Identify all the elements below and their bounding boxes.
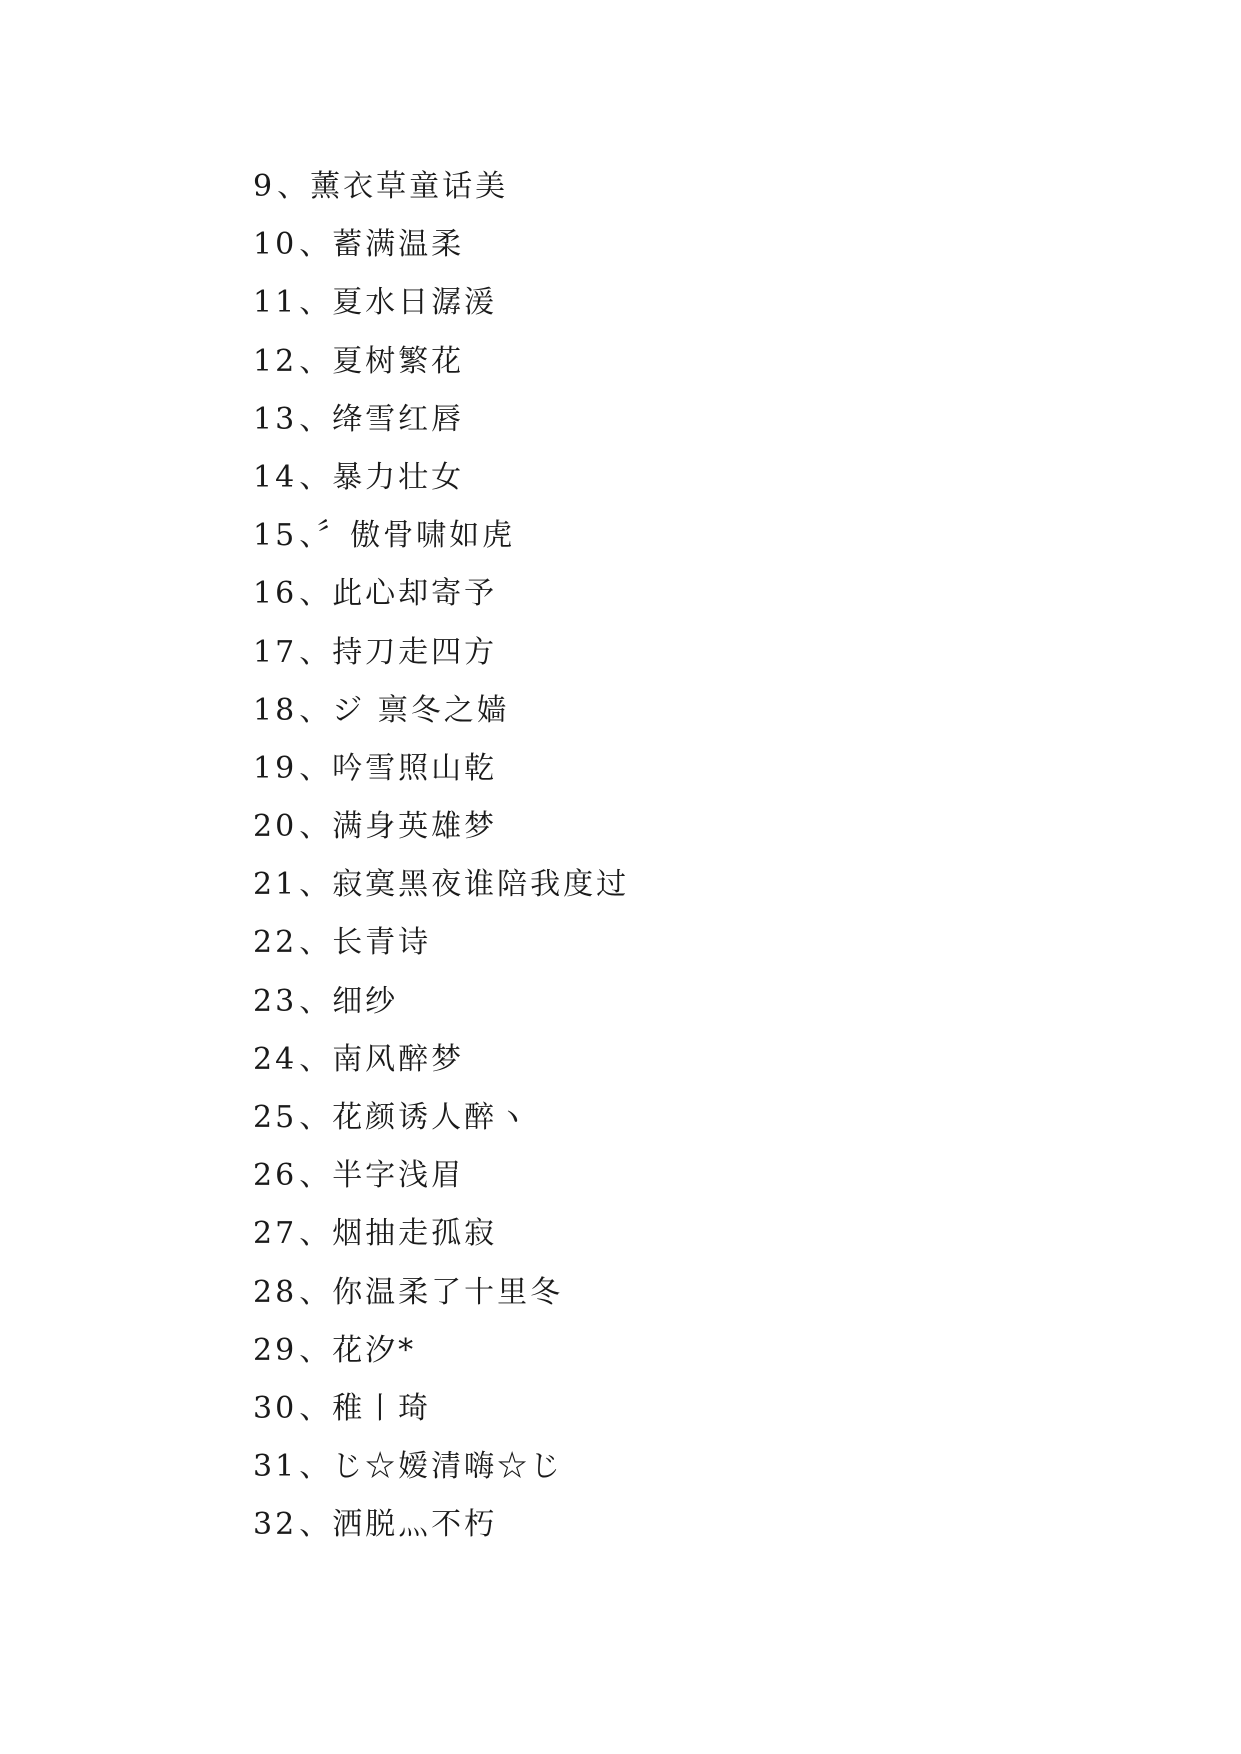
item-number: 11 bbox=[253, 285, 298, 321]
list-item bbox=[253, 391, 629, 449]
item-text: 半字浅眉 bbox=[332, 1158, 465, 1194]
item-separator: 、 bbox=[299, 1041, 333, 1077]
item-text: 绛雪红唇 bbox=[332, 401, 465, 437]
list-item bbox=[253, 1496, 629, 1554]
list-item bbox=[253, 507, 629, 565]
item-separator: 、 bbox=[299, 1449, 333, 1485]
item-text: 南风醉梦 bbox=[332, 1041, 465, 1077]
list-item bbox=[253, 158, 629, 216]
item-number: 13 bbox=[253, 401, 298, 437]
item-separator: 、 bbox=[299, 1507, 333, 1543]
list-item bbox=[253, 1438, 629, 1496]
list-item bbox=[253, 1147, 629, 1205]
item-number: 26 bbox=[253, 1158, 298, 1194]
list-item bbox=[253, 1322, 629, 1380]
item-number: 21 bbox=[253, 867, 298, 903]
item-separator: 、 bbox=[299, 983, 333, 1019]
item-separator: 、 bbox=[299, 1158, 333, 1194]
item-text: 花汐* bbox=[332, 1332, 417, 1368]
item-separator: 、 bbox=[299, 459, 333, 495]
item-separator: 、 bbox=[299, 227, 333, 263]
item-separator: 、 bbox=[299, 750, 333, 786]
item-text: 此心却寄予 bbox=[332, 576, 498, 612]
list-item bbox=[253, 624, 629, 682]
list-item bbox=[253, 449, 629, 507]
list-item bbox=[253, 1205, 629, 1263]
item-separator: 、 bbox=[299, 809, 333, 845]
item-number: 24 bbox=[253, 1041, 298, 1077]
item-number: 18 bbox=[253, 692, 298, 728]
item-text: じ☆嫒清嗨☆じ bbox=[332, 1449, 564, 1485]
list-item bbox=[253, 682, 629, 740]
item-number: 31 bbox=[253, 1449, 298, 1485]
list-item bbox=[253, 565, 629, 623]
item-separator: 、 bbox=[299, 634, 333, 670]
item-text: 洒脱灬不朽 bbox=[332, 1507, 498, 1543]
list-item bbox=[253, 274, 629, 332]
item-separator: 、 bbox=[299, 285, 333, 321]
item-separator: 、 bbox=[299, 925, 333, 961]
item-separator: 、 bbox=[299, 1100, 333, 1135]
item-number: 20 bbox=[253, 809, 298, 845]
item-number: 23 bbox=[253, 983, 298, 1019]
item-text: ジ 禀冬之嫱 bbox=[332, 692, 510, 728]
item-text: 〞傲骨啸如虎 bbox=[317, 518, 516, 554]
list-item bbox=[253, 1380, 629, 1438]
list-item bbox=[253, 1089, 629, 1147]
list-item bbox=[253, 1031, 629, 1089]
item-text: 细纱 bbox=[332, 983, 399, 1019]
item-number: 22 bbox=[253, 925, 298, 961]
item-text: 蓄满温柔 bbox=[332, 227, 465, 263]
item-number: 27 bbox=[253, 1216, 298, 1252]
item-number: 25 bbox=[253, 1100, 298, 1135]
item-separator: 、 bbox=[299, 1274, 333, 1310]
item-separator: 、 bbox=[299, 401, 333, 437]
item-text: 夏树繁花 bbox=[332, 343, 465, 379]
list-item bbox=[253, 333, 629, 391]
item-separator: 、 bbox=[299, 343, 333, 379]
list-item bbox=[253, 798, 629, 856]
list-item bbox=[253, 973, 629, 1031]
list-item bbox=[253, 1264, 629, 1322]
item-separator: 、 bbox=[299, 1332, 333, 1368]
item-text: 吟雪照山乾 bbox=[332, 750, 498, 786]
item-separator: 、 bbox=[299, 518, 318, 554]
item-text: 烟抽走孤寂 bbox=[332, 1216, 498, 1252]
item-text: 持刀走四方 bbox=[332, 634, 498, 670]
item-text: 花颜诱人醉ヽ bbox=[332, 1100, 531, 1135]
item-separator: 、 bbox=[299, 692, 333, 728]
item-number: 12 bbox=[253, 343, 298, 379]
list-item bbox=[253, 856, 629, 914]
item-text: 夏水日潺湲 bbox=[332, 285, 498, 321]
item-text: 长青诗 bbox=[332, 925, 432, 961]
item-number: 19 bbox=[253, 750, 298, 786]
item-text: 暴力壮女 bbox=[332, 459, 465, 495]
item-number: 9 bbox=[253, 169, 276, 204]
item-number: 30 bbox=[253, 1390, 298, 1426]
item-number: 10 bbox=[253, 227, 298, 263]
item-text: 薰衣草童话美 bbox=[310, 169, 509, 204]
item-text: 寂寞黑夜谁陪我度过 bbox=[332, 867, 630, 903]
item-number: 32 bbox=[253, 1507, 298, 1543]
item-number: 15 bbox=[253, 518, 298, 554]
item-number: 16 bbox=[253, 576, 298, 612]
item-text: 满身英雄梦 bbox=[332, 809, 498, 845]
item-number: 17 bbox=[253, 634, 298, 670]
item-separator: 、 bbox=[277, 169, 311, 204]
item-text: 稚丨琦 bbox=[332, 1390, 432, 1426]
item-separator: 、 bbox=[299, 1216, 333, 1252]
list-item bbox=[253, 740, 629, 798]
item-separator: 、 bbox=[299, 576, 333, 612]
item-text: 你温柔了十里冬 bbox=[332, 1274, 564, 1310]
item-separator: 、 bbox=[299, 867, 333, 903]
list-item bbox=[253, 216, 629, 274]
item-separator: 、 bbox=[299, 1390, 333, 1426]
item-number: 14 bbox=[253, 459, 298, 495]
name-list bbox=[253, 158, 629, 1555]
list-item bbox=[253, 914, 629, 972]
item-number: 28 bbox=[253, 1274, 298, 1310]
item-number: 29 bbox=[253, 1332, 298, 1368]
